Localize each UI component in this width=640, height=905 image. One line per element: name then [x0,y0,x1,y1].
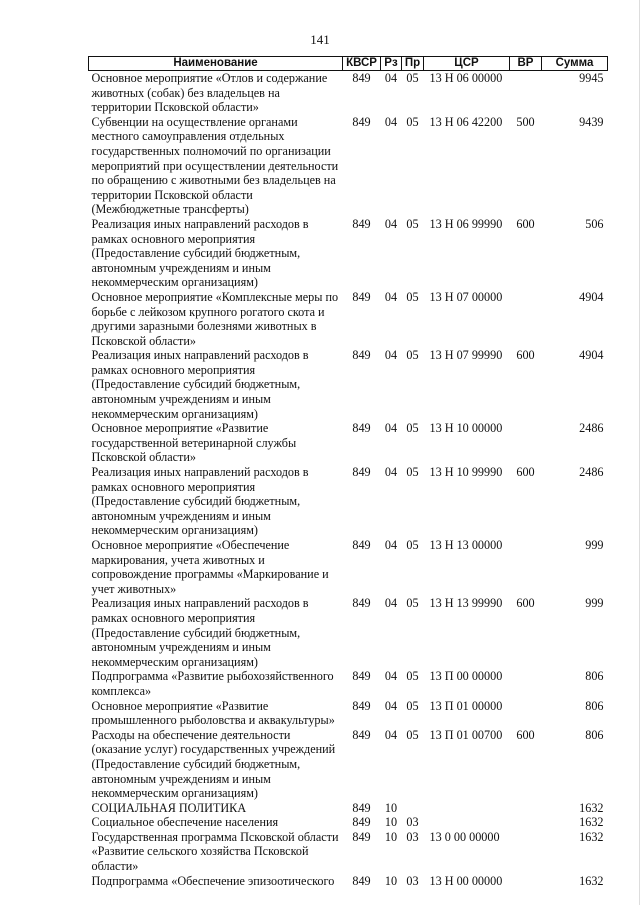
cell-pr: 05 [406,727,419,742]
cell-vr [510,538,542,596]
cell-rz: 04 [384,538,398,552]
cell-pr: 05 [406,538,419,552]
cell-name: Государственная программа Псковской области «Развитие сельского хозяйства Псковской области» [91,829,339,874]
cell-sum: 9945 [579,71,604,85]
table-row [89,669,608,698]
cell-rz: 04 [384,348,398,363]
cell-kvsr: 849 [352,800,371,815]
cell-name: Подпрограмма «Развитие рыбохозяйственного комплекса» [91,669,334,698]
cell-rz: 04 [384,289,398,304]
page-number: 141 [310,32,330,47]
cell-sum: 806 [585,669,604,684]
table-row [89,290,608,348]
table-header-row [89,57,608,71]
cell-vr [510,801,542,816]
cell-name: Реализация иных направлений расходов в рамках основного мероприятия (Предоставление субсидий бюджетным, автономным учреждениям и иным некоммерческим организациям) [91,596,309,669]
cell-pr: 05 [406,465,419,480]
header-kvsr: КВСР [343,57,381,71]
cell-name: Основное мероприятие «Обеспечение маркирования, учета животных и сопровождение программы «Маркирование и учет животных» [91,538,329,596]
cell-vr: 500 [516,114,535,129]
table-row [89,71,608,115]
cell-kvsr: 849 [352,829,371,844]
table-row [89,874,608,889]
header-vr: ВР [510,57,542,71]
table-row [89,699,608,728]
table-row [89,801,608,816]
cell-sum: 806 [585,727,604,742]
cell-csr: 13 Н 13 99990 [429,596,503,611]
cell-vr [510,669,542,698]
budget-table [88,56,608,888]
cell-sum: 506 [585,216,604,231]
cell-vr: 600 [516,216,535,231]
cell-csr: 13 Н 10 00000 [429,421,503,436]
cell-vr: 600 [516,348,535,363]
cell-pr: 05 [406,114,419,129]
cell-csr: 13 Н 06 00000 [429,71,503,85]
cell-csr: 13 Н 00 00000 [429,873,503,888]
cell-name: Основное мероприятие «Развитие промышленного рыболовства и аквакультуры» [91,698,335,728]
cell-rz: 10 [384,829,398,844]
cell-sum: 4904 [579,289,604,304]
cell-kvsr: 849 [352,216,371,231]
table-row [89,815,608,830]
cell-pr: 05 [406,669,419,684]
cell-csr: 13 П 01 00700 [429,727,503,742]
cell-name: Реализация иных направлений расходов в рамках основного мероприятия (Предоставление субсидий бюджетным, автономным учреждениям и иным некоммерческим организациям) [91,348,309,421]
cell-sum: 2486 [579,465,604,480]
cell-sum: 806 [585,698,604,713]
cell-vr [510,290,542,348]
cell-rz: 04 [384,421,398,436]
header-rz: Рз [381,57,402,71]
cell-vr [510,699,542,728]
cell-rz: 04 [384,669,398,684]
cell-csr: 13 П 00 00000 [429,669,503,684]
cell-rz: 10 [384,873,398,888]
cell-vr: 600 [516,465,535,480]
table-row [89,465,608,538]
table-row [89,115,608,217]
cell-sum: 999 [585,538,604,552]
cell-csr: 13 Н 13 00000 [429,538,503,552]
cell-csr: 13 Н 10 99990 [429,465,503,480]
cell-name: Основное мероприятие «Развитие государственной ветеринарной службы Псковской области» [91,421,297,465]
table-row [89,217,608,290]
header-csr: ЦСР [424,57,510,71]
cell-pr: 05 [406,698,419,713]
cell-sum: 1632 [579,800,604,815]
cell-csr: 13 П 01 00000 [429,698,503,713]
cell-sum: 999 [585,596,604,611]
cell-rz: 04 [384,216,398,231]
cell-pr: 05 [406,596,419,611]
cell-sum: 1632 [579,873,604,888]
cell-kvsr: 849 [352,727,371,742]
cell-vr [510,421,542,465]
cell-name: Основное мероприятие «Отлов и содержание животных (собак) без владельцев на территории Псковской области» [91,71,328,115]
table-row [89,728,608,801]
cell-vr [510,71,542,115]
header-name: Наименование [89,57,343,71]
cell-pr: 03 [406,815,419,830]
cell-pr: 05 [406,289,419,304]
cell-kvsr: 849 [352,596,371,611]
cell-pr: 03 [406,829,419,844]
cell-vr [510,815,542,830]
cell-pr: 03 [406,873,419,888]
cell-rz: 04 [384,727,398,742]
cell-name: Основное мероприятие «Комплексные меры по борьбе с лейкозом крупного рогатого скота и другими заразными болезнями животных в Псковской области» [91,289,339,348]
cell-name: Реализация иных направлений расходов в рамках основного мероприятия (Предоставление субсидий бюджетным, автономным учреждениям и иным некоммерческим организациям) [91,465,309,538]
cell-pr: 05 [406,421,419,436]
cell-name: Социальное обеспечение населения [91,815,279,830]
cell-sum: 1632 [579,815,604,830]
cell-name: Расходы на обеспечение деятельности (оказание услуг) государственных учреждений (Предоставление субсидий бюджетным, автономным учреждениям и иным некоммерческим организациям) [91,727,336,801]
cell-vr [510,874,542,889]
cell-sum: 1632 [579,829,604,844]
header-pr: Пр [402,57,424,71]
table-row [89,538,608,596]
cell-pr: 05 [406,216,419,231]
cell-kvsr: 849 [352,114,371,129]
cell-kvsr: 849 [352,873,371,888]
cell-rz: 04 [384,698,398,713]
cell-csr [424,801,510,816]
cell-sum: 4904 [579,348,604,363]
cell-kvsr: 849 [352,815,371,830]
cell-vr: 600 [516,727,535,742]
cell-csr: 13 Н 07 00000 [429,289,503,304]
cell-rz: 10 [384,800,398,815]
cell-kvsr: 849 [352,71,371,85]
cell-sum: 9439 [579,114,604,129]
cell-kvsr: 849 [352,465,371,480]
cell-pr: 05 [406,348,419,363]
cell-rz: 04 [384,71,398,85]
cell-name: Субвенции на осуществление органами местного самоуправления отдельных государственных полномочий по организации мероприятий при осуществлении деятельности по обращению с животными без владельцев на территории Псковской области (Межбюджетные трансферты) [91,114,339,217]
cell-rz: 04 [384,596,398,611]
cell-kvsr: 849 [352,421,371,436]
cell-name: Реализация иных направлений расходов в рамках основного мероприятия (Предоставление субсидий бюджетным, автономным учреждениям и иным некоммерческим организациям) [91,216,309,290]
table-row [89,348,608,421]
cell-csr [424,815,510,830]
cell-kvsr: 849 [352,348,371,363]
cell-name: СОЦИАЛЬНАЯ ПОЛИТИКА [91,800,247,815]
cell-kvsr: 849 [352,669,371,684]
cell-pr: 05 [406,71,419,85]
header-sum: Сумма [542,57,608,71]
cell-pr [402,801,424,816]
cell-sum: 2486 [579,421,604,436]
cell-csr: 13 0 00 00000 [429,829,500,844]
cell-vr: 600 [516,596,535,611]
table-row [89,830,608,874]
cell-rz: 04 [384,114,398,129]
table-row [89,421,608,465]
cell-csr: 13 Н 06 99990 [429,216,503,231]
cell-kvsr: 849 [352,538,371,552]
cell-csr: 13 Н 06 42200 [429,114,503,129]
cell-csr: 13 Н 07 99990 [429,348,503,363]
cell-rz: 10 [384,815,398,830]
cell-kvsr: 849 [352,289,371,304]
cell-name: Подпрограмма «Обеспечение эпизоотического [91,873,335,888]
table-row [89,596,608,669]
cell-kvsr: 849 [352,698,371,713]
cell-rz: 04 [384,465,398,480]
cell-vr [510,830,542,874]
